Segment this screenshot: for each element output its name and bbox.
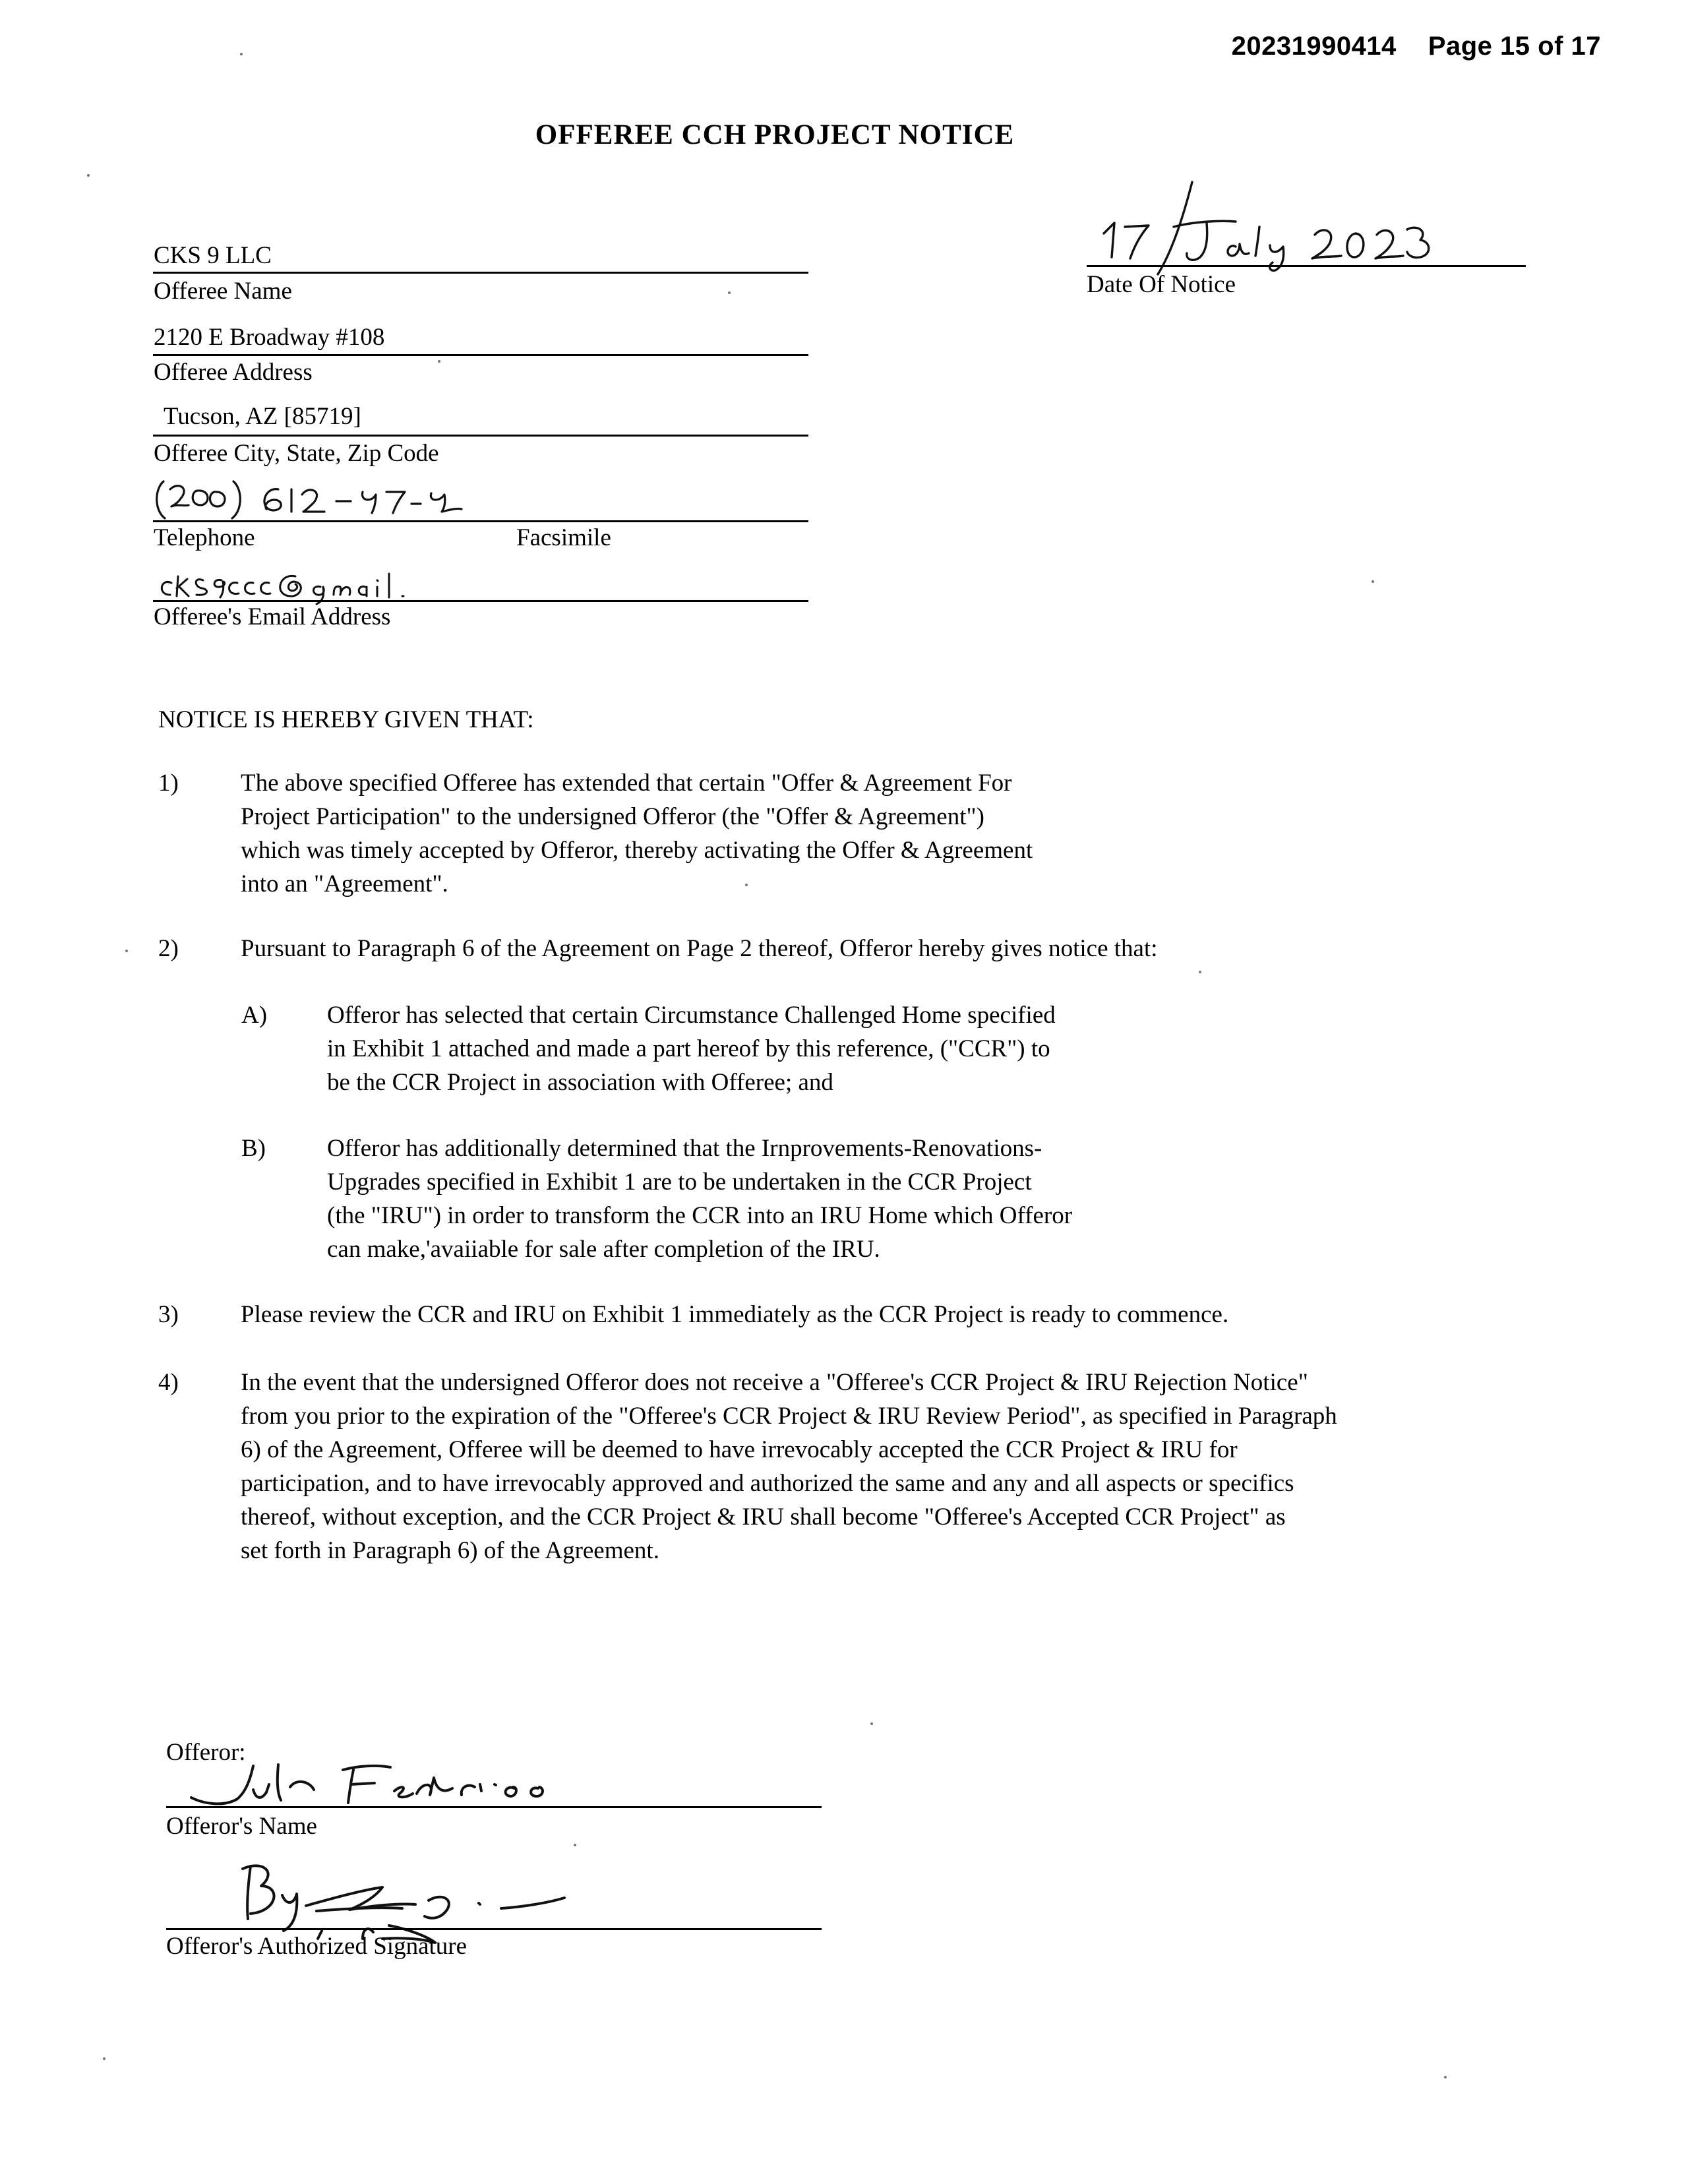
date-label: Date Of Notice [1087, 271, 1236, 298]
page-number: Page 15 of 17 [1428, 32, 1601, 61]
scan-speck [87, 174, 90, 177]
date-line [1087, 265, 1526, 267]
paragraph-line: Please review the CCR and IRU on Exhibit 1 immediately as the CCR Project is ready to commence. [241, 1301, 1229, 1328]
scan-speck [438, 360, 440, 363]
paragraph-number: 3) [158, 1301, 179, 1328]
telephone-label: Telephone [154, 524, 255, 551]
offeror-signature-line [166, 1928, 822, 1930]
offeree-city-label: Offeree City, State, Zip Code [154, 440, 439, 467]
date-handwriting [1095, 178, 1437, 277]
subparagraph-line: Offeror has additionally determined that the Irnprovements-Renovations- [327, 1135, 1042, 1162]
offeror-name-label: Offeror's Name [166, 1813, 317, 1840]
telephone-line [153, 520, 808, 522]
paragraph-line: participation, and to have irrevocably approved and authorized the same and any and all aspects or specifics [241, 1470, 1294, 1497]
scan-speck [574, 1844, 576, 1846]
offeror-name-signature [185, 1758, 580, 1817]
subparagraph-letter: B) [241, 1135, 266, 1162]
subparagraph-line: (the "IRU") in order to transform the CCR into an IRU Home which Offeror [327, 1202, 1073, 1229]
scan-speck [1372, 580, 1374, 583]
scan-speck [103, 2057, 106, 2060]
email-line [153, 600, 808, 602]
subparagraph-line: in Exhibit 1 attached and made a part hereof by this reference, ("CCR") to [327, 1035, 1050, 1062]
paragraph-line: Project Participation" to the undersigned Offeror (the "Offer & Agreement") [241, 803, 984, 830]
paragraph-line: 6) of the Agreement, Offeree will be deemed to have irrevocably accepted the CCR Project & IRU for [241, 1436, 1238, 1463]
document-title: OFFEREE CCH PROJECT NOTICE [535, 119, 1015, 150]
scan-speck [1199, 971, 1201, 973]
email-label: Offeree's Email Address [154, 603, 391, 630]
offeree-address-value: 2120 E Broadway #108 [154, 324, 385, 351]
offeror-name-line [166, 1806, 822, 1808]
paragraph-line: which was timely accepted by Offeror, thereby activating the Offer & Agreement [241, 837, 1033, 864]
subparagraph-line: Upgrades specified in Exhibit 1 are to be undertaken in the CCR Project [327, 1168, 1032, 1196]
paragraph-number: 4) [158, 1369, 179, 1396]
paragraph-line: set forth in Paragraph 6) of the Agreement. [241, 1537, 659, 1564]
paragraph-line: thereof, without exception, and the CCR Project & IRU shall become "Offeree's Accepted CCR Project" as [241, 1503, 1286, 1531]
offeree-name-label: Offeree Name [154, 278, 292, 305]
offeree-name-line [153, 272, 808, 274]
offeree-city-line [153, 435, 808, 437]
paragraph-number: 1) [158, 770, 179, 797]
scan-speck [728, 291, 731, 294]
scan-speck [870, 1722, 873, 1725]
scan-speck [1444, 2076, 1447, 2078]
paragraph-line: from you prior to the expiration of the "Offeree's CCR Project & IRU Review Period", as specified in Paragraph [241, 1403, 1337, 1430]
offeror-signature-label: Offeror's Authorized Signature [166, 1933, 467, 1960]
subparagraph-line: Offeror has selected that certain Circumstance Challenged Home specified [327, 1002, 1056, 1029]
offeree-address-label: Offeree Address [154, 359, 313, 386]
offeree-address-line [153, 354, 808, 356]
paragraph-line: Pursuant to Paragraph 6 of the Agreement on Page 2 thereof, Offeror hereby gives notice that: [241, 935, 1158, 962]
subparagraph-line: be the CCR Project in association with Offeree; and [327, 1069, 833, 1096]
offeree-name-value: CKS 9 LLC [154, 242, 272, 269]
subparagraph-line: can make,'avaiiable for sale after completion of the IRU. [327, 1236, 880, 1263]
document-number: 20231990414 [1231, 32, 1397, 61]
notice-intro: NOTICE IS HEREBY GIVEN THAT: [158, 706, 534, 733]
scan-speck [745, 884, 748, 886]
scan-speck [125, 950, 128, 952]
paragraph-number: 2) [158, 935, 179, 962]
paragraph-line: In the event that the undersigned Offeror does not receive a "Offeree's CCR Project & IRU Rejection Notice" [241, 1369, 1308, 1396]
offeree-city-value: Tucson, AZ [85719] [164, 403, 361, 430]
document-header [1232, 32, 1601, 61]
paragraph-line: into an "Agreement". [241, 870, 448, 897]
scan-speck [240, 53, 243, 55]
paragraph-line: The above specified Offeree has extended that certain "Offer & Agreement For [241, 770, 1012, 797]
telephone-handwriting [152, 476, 521, 522]
facsimile-label: Facsimile [516, 524, 611, 551]
offeror-heading: Offeror: [166, 1739, 246, 1766]
subparagraph-letter: A) [241, 1002, 268, 1029]
